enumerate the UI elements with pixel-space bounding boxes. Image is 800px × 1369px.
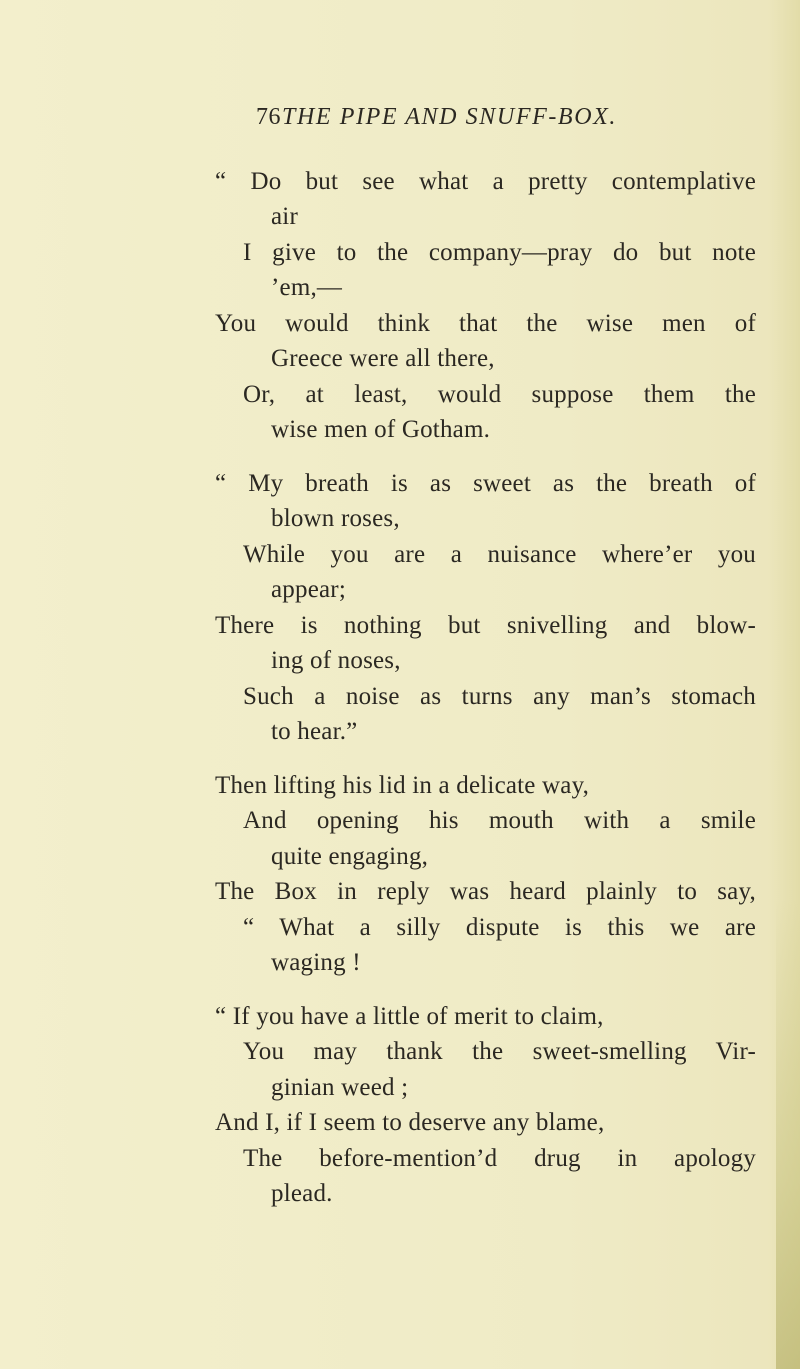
poem-line: “ Do but see what a pretty contemplative: [215, 168, 756, 195]
poem-line: ing of noses,: [271, 647, 401, 674]
poem-line: ’em,—: [271, 274, 343, 301]
running-title: THE PIPE AND SNUFF-BOX.: [282, 104, 617, 130]
poem-line: quite engaging,: [271, 843, 429, 870]
poem-line: appear;: [271, 576, 346, 603]
poem-line: And opening his mouth with a smile: [243, 807, 756, 834]
poem-line: “ If you have a little of merit to claim,: [215, 1003, 604, 1030]
poem-line: “ What a silly dispute is this we are: [243, 914, 756, 941]
poem-line: air: [271, 203, 298, 230]
poem-line: Then lifting his lid in a delicate way,: [215, 772, 590, 799]
poem-line: waging !: [271, 949, 361, 976]
poem-line: Or, at least, would suppose them the: [243, 381, 756, 408]
poem-line: While you are a nuisance where’er you: [243, 541, 756, 568]
poem-line: “ My breath is as sweet as the breath of: [215, 470, 756, 497]
poem-line: ginian weed ;: [271, 1074, 409, 1101]
poem-line: You may thank the sweet-smelling Vir-: [243, 1038, 756, 1065]
poem-line: Greece were all there,: [271, 345, 495, 372]
poem-line: There is nothing but snivelling and blow-: [215, 612, 756, 639]
poem-line: blown roses,: [271, 505, 400, 532]
poem-line: wise men of Gotham.: [271, 416, 491, 443]
poem-line: And I, if I seem to deserve any blame,: [215, 1109, 605, 1136]
poem-line: The before-mention’d drug in apology: [243, 1145, 756, 1172]
poem-line: Such a noise as turns any man’s stomach: [243, 683, 756, 710]
poem-line: to hear.”: [271, 718, 358, 745]
poem-line: The Box in reply was heard plainly to say,: [215, 878, 756, 905]
page-number: 76: [256, 104, 281, 130]
poem-line: I give to the company—pray do but note: [243, 239, 756, 266]
poem-line: plead.: [271, 1180, 333, 1207]
poem-line: You would think that the wise men of: [215, 310, 756, 337]
